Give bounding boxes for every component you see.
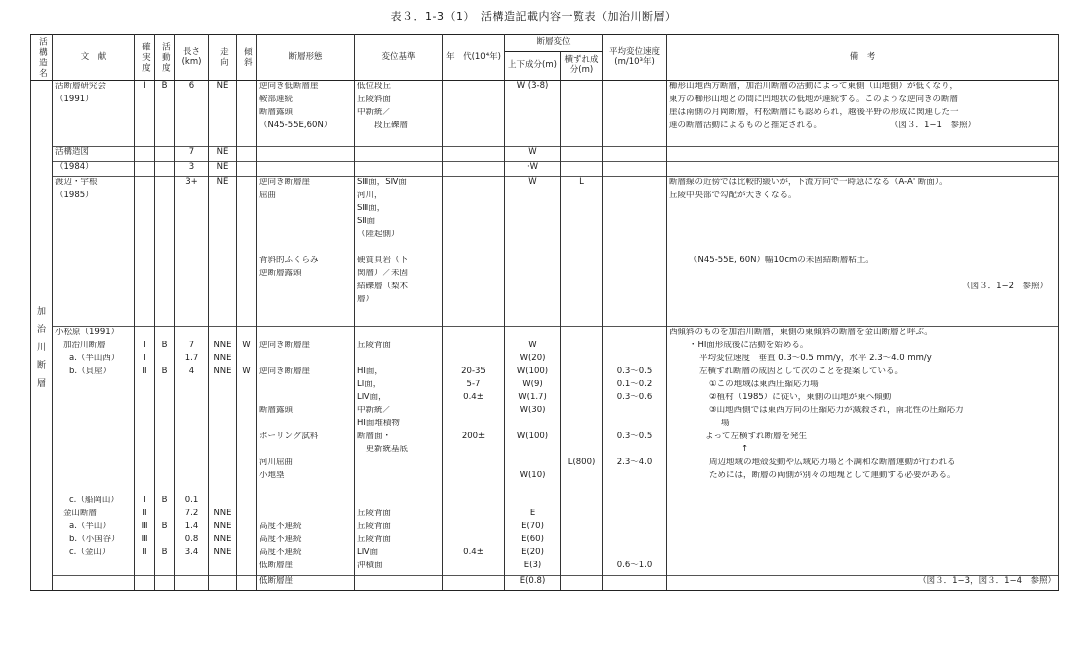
header-structure-name: 活構造名 [31, 35, 53, 81]
header-age: 年 代(10⁴年) [443, 35, 505, 81]
header-activity: 活動度 [155, 35, 175, 81]
header-fault-displacement: 断層変位 [505, 35, 603, 52]
header-lateral-component: 横ずれ成分(m) [561, 52, 603, 81]
header-dip: 傾斜 [237, 35, 257, 81]
header-length: 長さ(km) [175, 35, 209, 81]
table-row: 低断層崖 E(0.8) （図３．1−3，図３．1−4 参照） [31, 575, 1059, 590]
table-row: 加 治 川 断 層 活断層研究会 （1991） Ⅰ B 6 NE 逆向き低断層崖 鞍部連続 断層露頭 （N45-55E,60N） 低位段丘 丘陵斜面 中新統／ 段丘礫層 W (3-8) 櫛形山地西方断層，加治川断層の活動によって東側（山地側）が低くなり， 東方の櫛形山地との間に凹地状の低地が連続する。このような逆向きの断層 崖は南側の月岡断層，村松断層にも認められ，越後平野の形成に関連した一 連の断層活動によるものと推定される。 （図３．1−1 参照） [31, 81, 1059, 147]
header-fault-form: 断層形態 [257, 35, 355, 81]
table-row: （1984） 3 NE ·W [31, 162, 1059, 177]
active-structure-table [30, 34, 1059, 591]
structure-name-cell: 加 治 川 断 層 [31, 81, 53, 591]
header-certainty: 確実度 [135, 35, 155, 81]
header-literature: 文 献 [53, 35, 135, 81]
table-row: c.（船岡山） 金山断層 a.（半山） b.（小国谷） c.（金山） Ⅰ Ⅱ Ⅲ Ⅲ Ⅱ B B B 0.1 7.2 1.4 0.8 3.4 NNE NNE NNE NNE 高度不連続 高度不連続 高度不連続 低断層崖 丘陵背面 丘陵背面 丘陵背面 LⅣ面 沖積面 0.4± E E(70) E(60) E(20) E(3) 0.6〜1.0 [31, 495, 1059, 576]
header-average-rate: 平均変位速度(m/10³年) [603, 35, 667, 81]
header-displacement-ref: 変位基準 [355, 35, 443, 81]
table-caption: 表３．1-3（1） 活構造記載内容一覧表（加治川断層） [390, 10, 677, 23]
header-vertical-component: 上下成分(m) [505, 52, 561, 81]
table-row: 渡辺・宇根 （1985） 3+ NE 逆向き断層崖 屈曲 背斜的ふくらみ 逆断層露頭 SⅢ面，SⅣ面 河川， SⅢ面， SⅡ面 （陸起側） 硬質頁岩（下 関層）／未固 結礫層（梨木 層） W L 断層線の近傍では比較的緩いが，下流方向で一時急になる（A-A' 断面）。 丘陵中央部で勾配が大きくなる。 （N45-55E, 60N）幅10cmの未固結断層粘土。 （図３．1−2 参照） [31, 177, 1059, 327]
header-remarks: 備 考 [667, 35, 1059, 81]
table-row: 小松原（1991） 加治川断層 a.（半山西） b.（貝屋） Ⅰ Ⅰ Ⅱ B B 7 1.7 4 NNE NNE NNE W W 逆向き断層崖 逆向き断層崖 断層露頭 ボーリング試料 河川屈曲 小地塁 丘陵背面 HⅠ面， LⅠ面， LⅣ面， 中新統／ HⅠ面堆積物 断層面・ 更新統基底 20-35 5-7 0.4± 200± W W(20) W(100) W(9) W(1.7) W(30) W(100) W(10) L(800) 0.3〜0.5 0.1〜0.2 0.3〜0.6 0.3〜0.5 2.3〜4.0 西傾斜のものを加治川断層，東側の東傾斜の断層を金山断層と呼ぶ。 ・HⅠ面形成後に活動を始める。 平均変位速度 垂直 0.3〜0.5 mm/y，水平 2.3〜4.0 mm/y 左横ずれ断層の成因として次のことを提案している。 ①この地域は東西圧縮応力場 ②植村（1985）に従い，東側の山地が東へ傾動 ③山地西側では東西方向の圧縮応力が減殺され，南北性の圧縮応力 場 よって左横ずれ断層を発生 ↑ 周辺地域の地殻変動や広域応力場と不調和な断層運動が行われる ためには，断層の両側が別々の地塊として運動する必要がある。 [31, 327, 1059, 495]
table-row: 活構造図 7 NE W [31, 147, 1059, 162]
header-strike: 走向 [209, 35, 237, 81]
